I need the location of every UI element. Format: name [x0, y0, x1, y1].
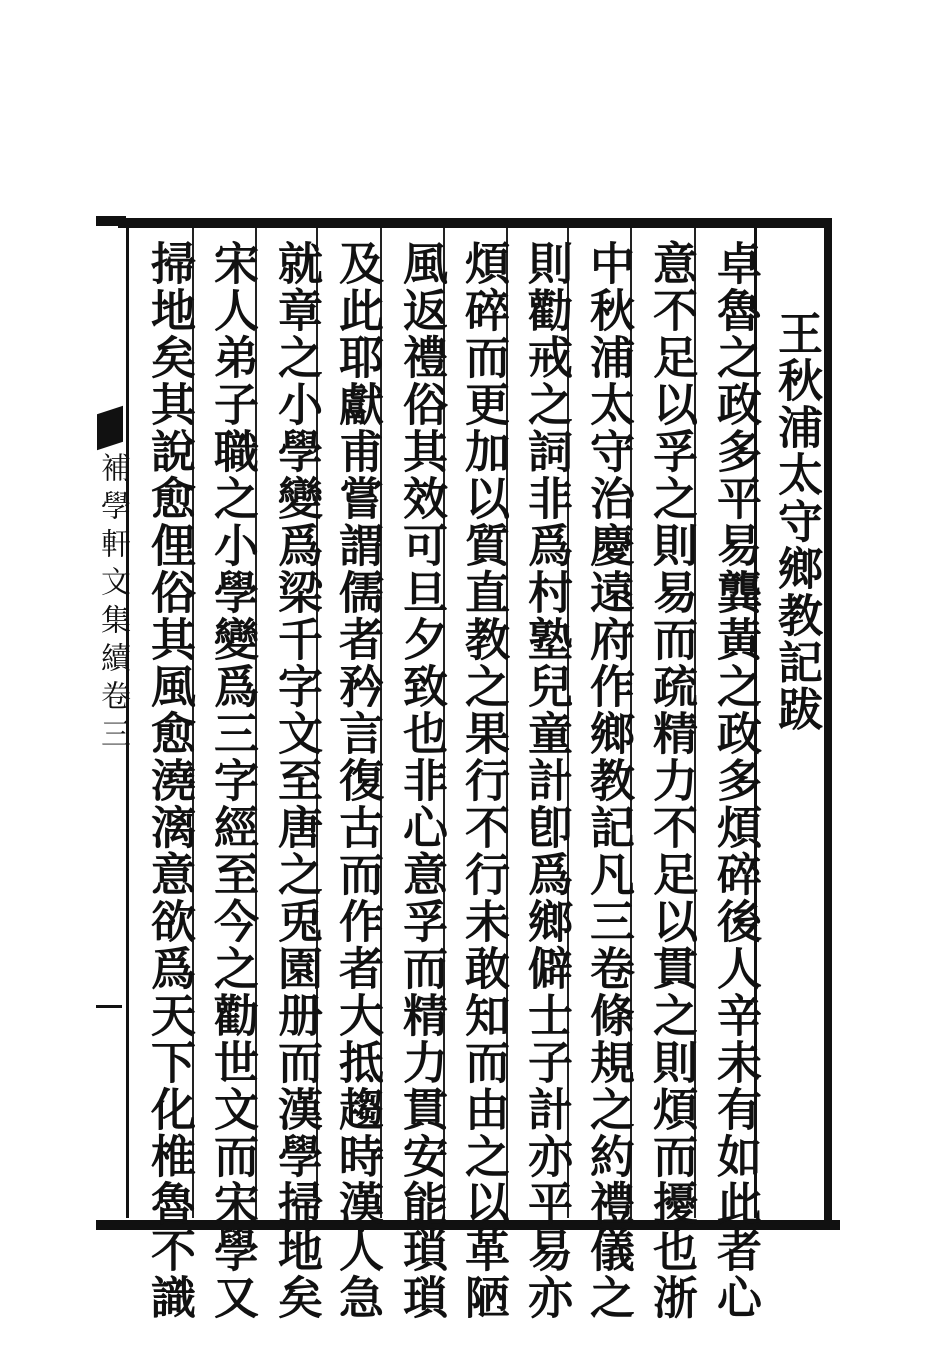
text-column-3: 中秋浦太守治慶遠府作鄉教記凡三卷條規之約禮儀之 [582, 240, 635, 1321]
document-title: 王秋浦太守鄉教記跋 [770, 310, 823, 733]
page-number-mark [96, 1005, 122, 1008]
text-column-5: 煩碎而更加以質直教之果行不行未敢知而由之以革陋 [457, 240, 510, 1321]
text-column-1: 卓魯之政多平易龔黃之政多煩碎後人辛未有如此者心 [709, 240, 762, 1321]
text-column-2: 意不足以孚之則易而疏精力不足以貫之則煩而擾也浙 [645, 240, 698, 1321]
text-column-9: 宋人弟子職之小學變爲三字經至今之勸世文而宋學又 [206, 240, 259, 1321]
text-column-10: 掃地矣其說愈俚俗其風愈澆漓意欲爲天下化椎魯不識 [143, 240, 196, 1321]
text-column-7: 及此耶獻甫嘗謂儒者矜言復古而作者大抵趨時漢人急 [331, 240, 384, 1321]
text-column-6: 風返禮俗其效可旦夕致也非心意孚而精力貫安能瑣瑣 [395, 240, 448, 1321]
frame-top-extension [96, 216, 126, 226]
margin-book-title: 補學軒文集續卷三 [95, 452, 130, 756]
text-column-8: 就章之小學變爲梁千字文至唐之兎園册而漢學掃地矣 [270, 240, 323, 1321]
text-column-4: 則勸戒之詞非爲村塾兒童計卽爲鄉僻士子計亦平易亦 [520, 240, 573, 1321]
